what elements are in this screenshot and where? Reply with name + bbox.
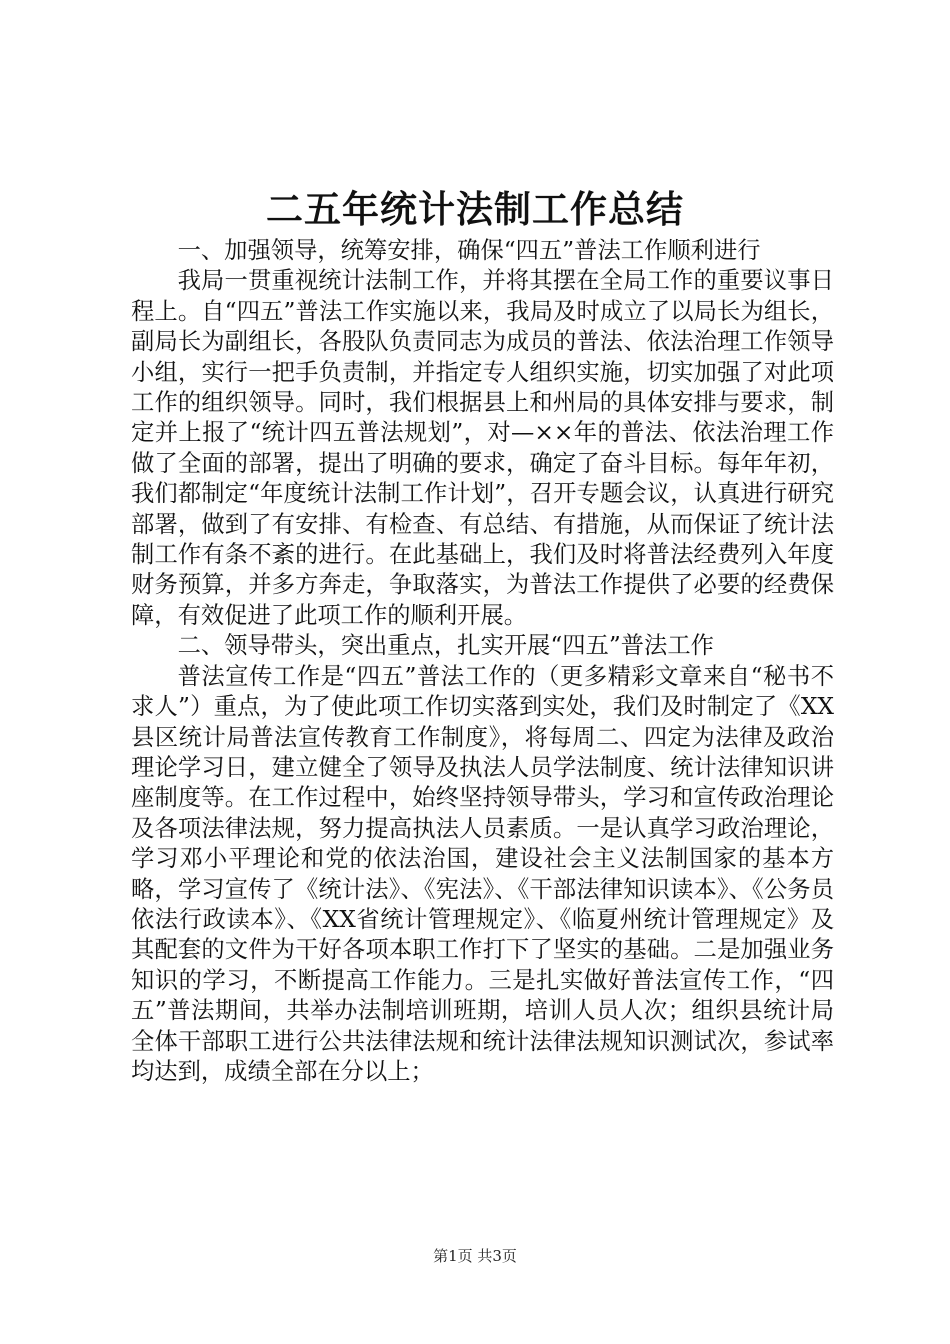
paragraph: 我局一贯重视统计法制工作，并将其摆在全局工作的重要议事日程上。自“四五”普法工作实施以来，我局及时成立了以局长为组长，副局长为副组长，各股队负责同志为成员的普法、依法治理工作领导小组，实行一把手负责制，并指定专人组织实施，切实加强了对此项工作的组织领导。同时，我们根据县上和州局的具体安排与要求，制定并上报了“统计四五普法规划”，对—××年的普法、依法治理工作做了全面的部署，提出了明确的要求，确定了奋斗目标。每年年初，我们都制定“年度统计法制工作计划”，召开专题会议，认真进行研究部署，做到了有安排、有检查、有总结、有措施，从而保证了统计法制工作有条不紊的进行。在此基础上，我们及时将普法经费列入年度财务预算，并多方奔走，争取落实，为普法工作提供了必要的经费保障，有效促进了此项工作的顺利开展。 — [131, 267, 834, 629]
paragraph: 普法宣传工作是“四五”普法工作的（更多精彩文章来自“秘书不求人”）重点，为了使此项工作切实落到实处，我们及时制定了《XX县区统计局普法宣传教育工作制度》，将每周二、四定为法律及政治理论学习日，建立健全了领导及执法人员学法制度、统计法律知识讲座制度等。在工作过程中，始终坚持领导带头，学习和宣传政治理论及各项法律法规，努力提高执法人员素质。一是认真学习政治理论，学习邓小平理论和党的依法治国，建设社会主义法制国家的基本方略，学习宣传了《统计法》、《宪法》、《干部法律知识读本》、《公务员依法行政读本》、《XX省统计管理规定》、《临夏州统计管理规定》及其配套的文件为干好各项本职工作打下了坚实的基础。二是加强业务知识的学习，不断提高工作能力。三是扎实做好普法宣传工作，“四五”普法期间，共举办法制培训班期，培训人员人次；组织县统计局全体干部职工进行公共法律法规和统计法律法规知识测试次，参试率均达到，成绩全部在分以上； — [131, 662, 834, 1085]
section-heading-2: 二、领导带头，突出重点，扎实开展“四五”普法工作 — [177, 632, 714, 660]
document-title: 二五年统计法制工作总结 — [266, 187, 684, 231]
document-body — [131, 236, 834, 1087]
page-number: 第1页 共3页 — [433, 1247, 517, 1265]
section-heading-1: 一、加强领导，统筹安排，确保“四五”普法工作顺利进行 — [177, 237, 761, 264]
